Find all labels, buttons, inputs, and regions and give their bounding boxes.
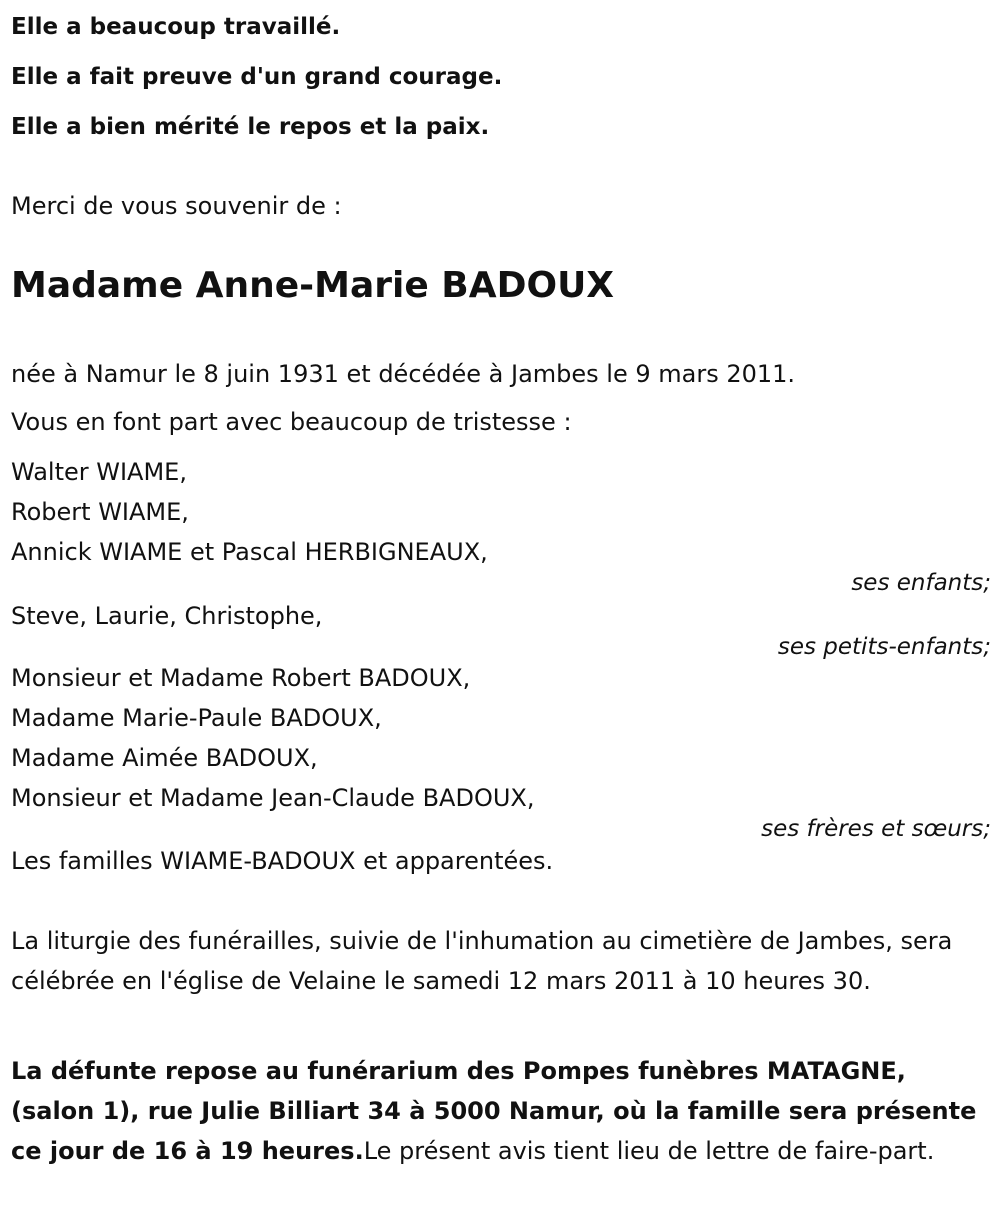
family-member: Madame Marie-Paule BADOUX,	[11, 704, 382, 732]
repose-regular-text: Le présent avis tient lieu de lettre de faire-part.	[363, 1137, 935, 1165]
siblings-group	[11, 658, 991, 840]
family-member: Annick WIAME et Pascal HERBIGNEAUX,	[11, 538, 488, 566]
family-member: Steve, Laurie, Christophe,	[11, 602, 323, 630]
family-member: Monsieur et Madame Robert BADOUX,	[11, 664, 471, 692]
relation-label: ses petits-enfants;	[777, 634, 991, 660]
repose-paragraph	[11, 1051, 991, 1171]
intro-line: Elle a bien mérité le repos et la paix.	[11, 114, 490, 140]
repose-bold-text: La défunte repose au funérarium des Pompes funèbres MATAGNE, (salon 1), rue Julie Billiart 34 à 5000 Namur, où la famille sera présente ce jour de 16 à 19 heures.	[11, 1057, 977, 1165]
family-member: Madame Aimée BADOUX,	[11, 744, 318, 772]
intro-line: Elle a fait preuve d'un grand courage.	[11, 64, 503, 90]
grandchildren-group	[11, 596, 991, 658]
relation-label: ses enfants;	[851, 570, 991, 596]
family-member: Walter WIAME,	[11, 458, 187, 486]
remember-text: Merci de vous souvenir de :	[11, 192, 342, 220]
intro-block	[11, 2, 502, 152]
children-group	[11, 452, 991, 594]
family-member: Monsieur et Madame Jean-Claude BADOUX,	[11, 784, 535, 812]
birth-death-text: née à Namur le 8 juin 1931 et décédée à Jambes le 9 mars 2011.	[11, 360, 796, 388]
family-member: Robert WIAME,	[11, 498, 189, 526]
deceased-name: Madame Anne-Marie BADOUX	[11, 265, 615, 306]
intro-line: Elle a beaucoup travaillé.	[11, 14, 341, 40]
announce-text: Vous en font part avec beaucoup de tristesse :	[11, 408, 572, 436]
relation-label: ses frères et sœurs;	[761, 816, 991, 842]
families-text: Les familles WIAME-BADOUX et apparentées.	[11, 847, 554, 875]
liturgy-paragraph: La liturgie des funérailles, suivie de l'inhumation au cimetière de Jambes, sera célébrée en l'église de Velaine le samedi 12 mars 2011 à 10 heures 30.	[11, 927, 953, 995]
